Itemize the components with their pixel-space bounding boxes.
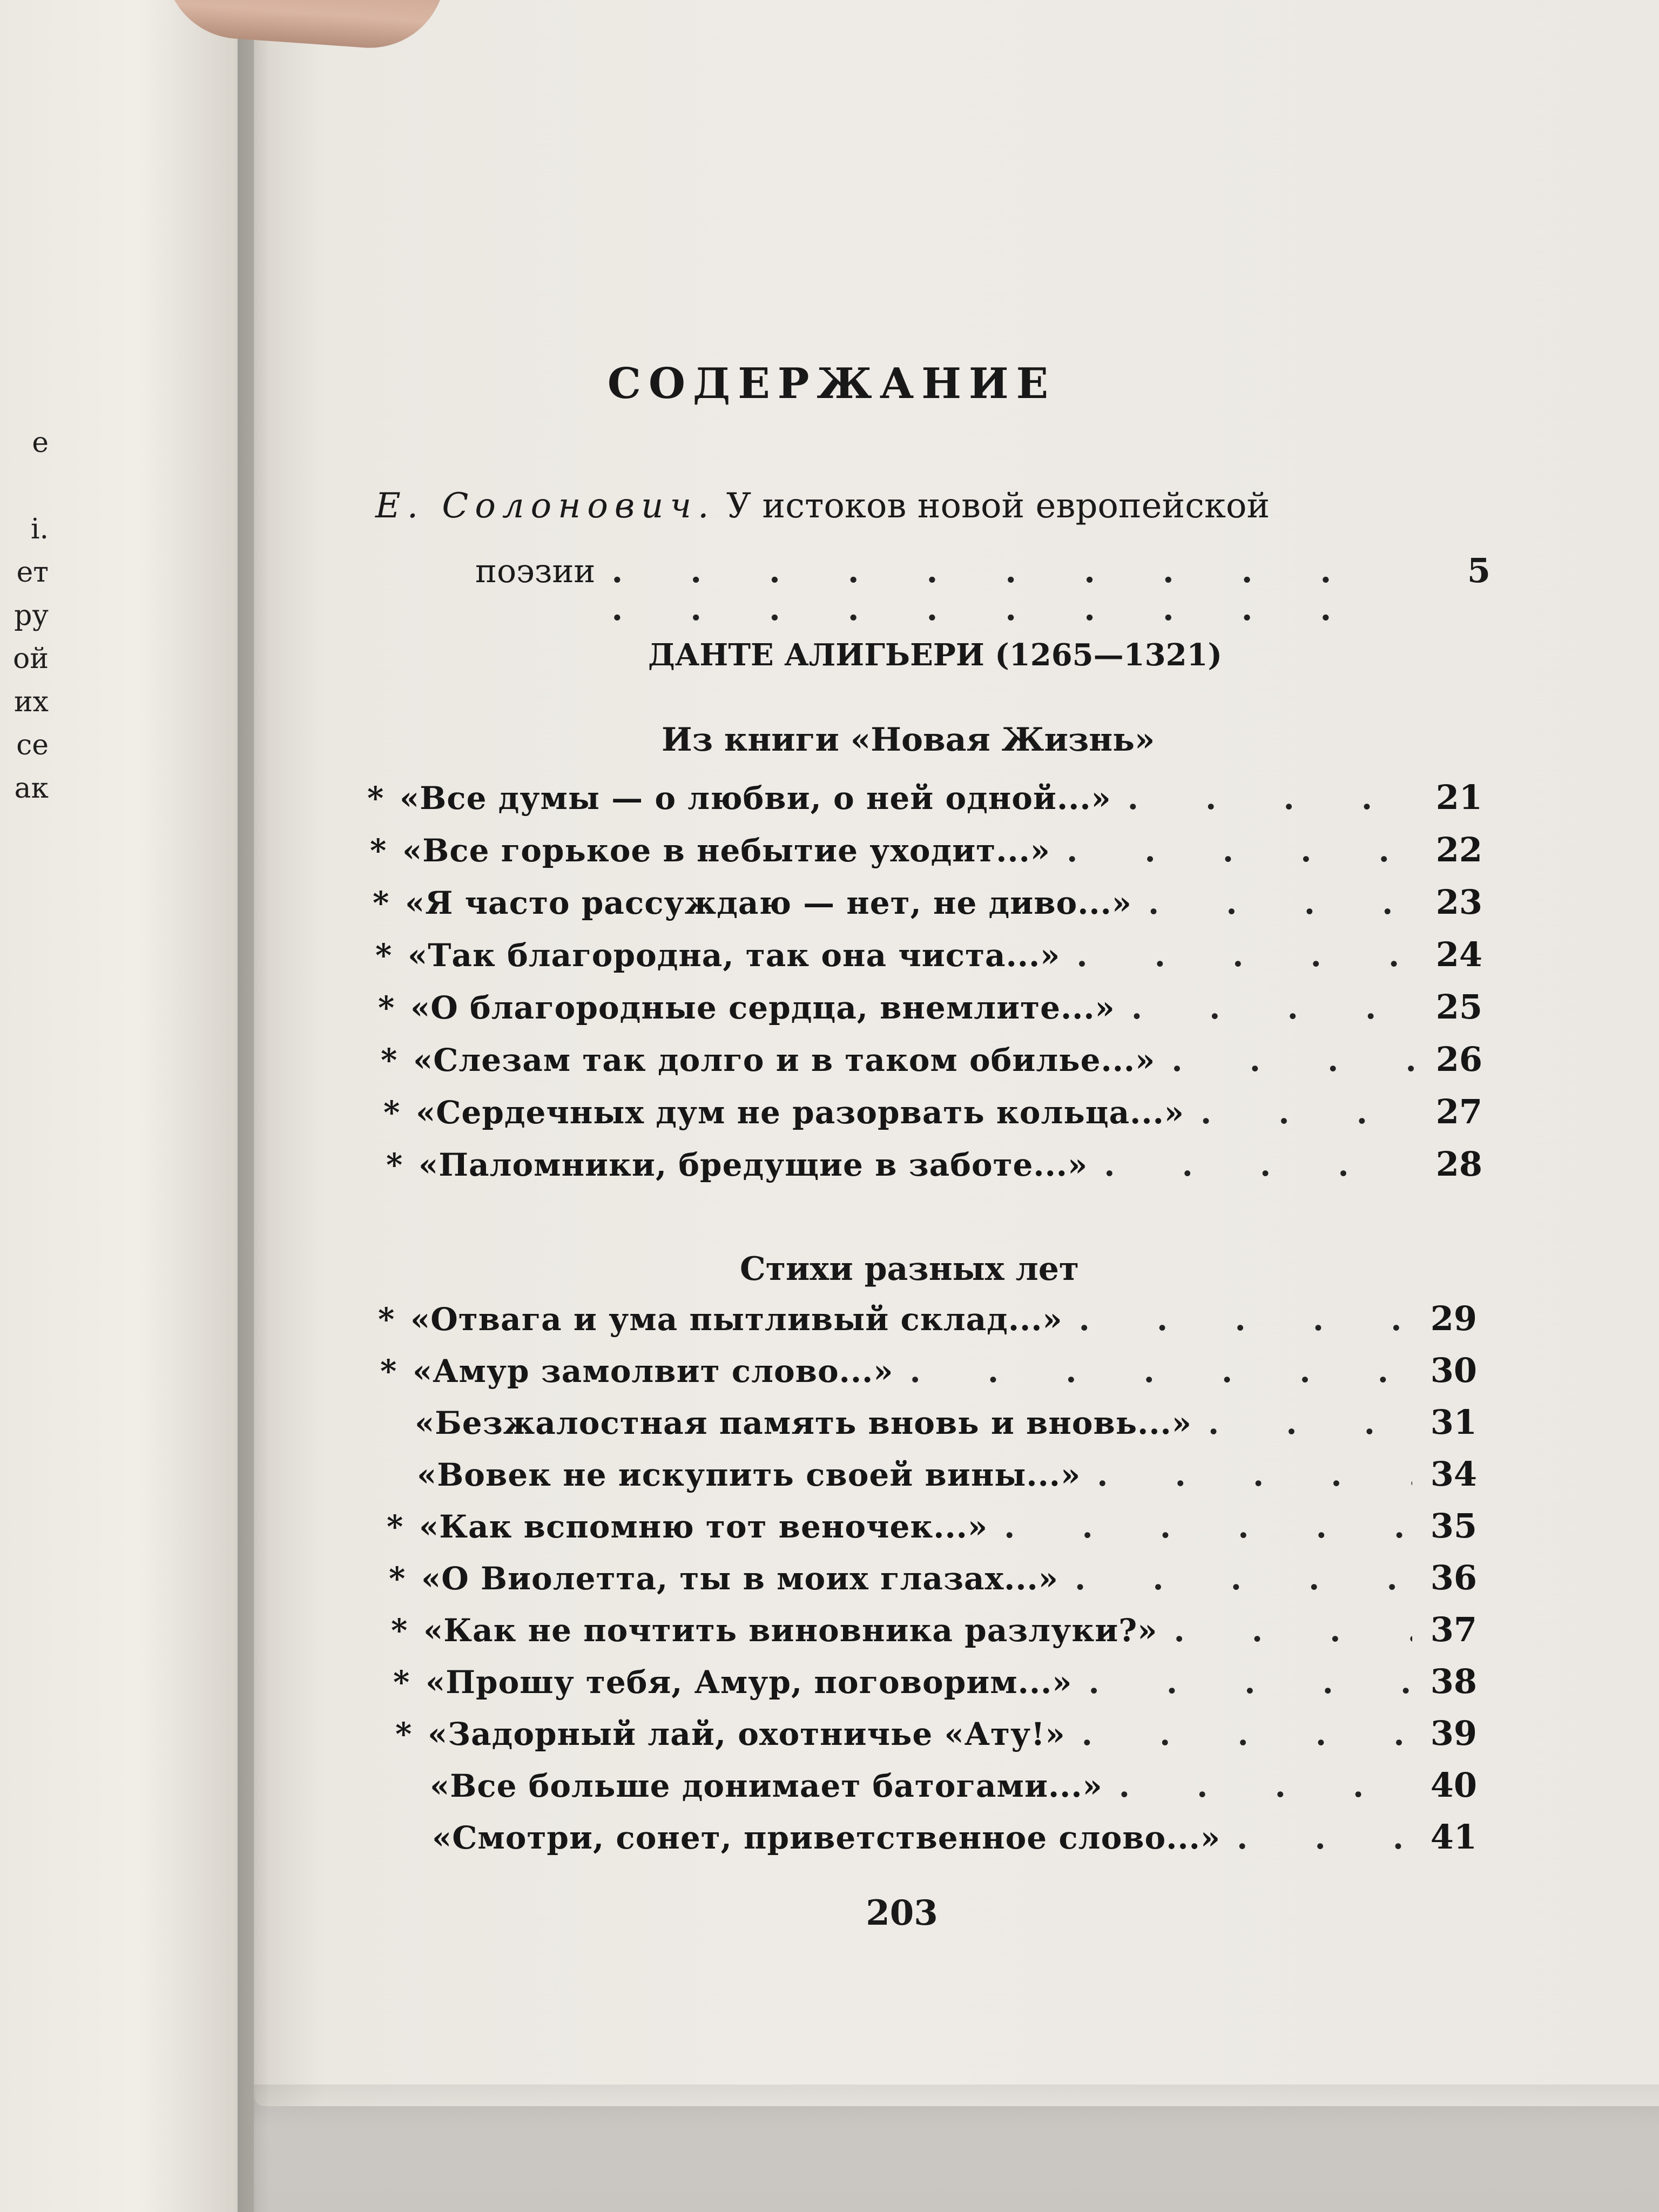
toc-entry [382, 1402, 1477, 1442]
toc-entry-title: «О благородные сердца, внемлите...» [410, 989, 1115, 1026]
toc-entry [389, 1558, 1477, 1597]
toc-entry [375, 935, 1482, 974]
toc-entry [387, 1506, 1477, 1546]
toc-entry-title: «Прошу тебя, Амур, поговорим...» [426, 1664, 1073, 1701]
toc-entry-page-number: 29 [1430, 1299, 1477, 1338]
toc-entry [373, 882, 1482, 922]
toc-entry [370, 830, 1482, 869]
toc-entry [400, 1817, 1477, 1857]
toc-entry-page-number: 41 [1430, 1817, 1477, 1857]
toc-entry-page-number: 38 [1430, 1662, 1477, 1701]
toc-entry-page-number: 39 [1430, 1714, 1477, 1753]
intro-title-part1: У истоков новой европейской [726, 486, 1270, 526]
toc-entry-title: «Вовек не искупить своей вины...» [417, 1456, 1081, 1493]
intro-entry-line2 [475, 551, 1491, 628]
intro-page-number: 5 [1467, 551, 1491, 590]
toc-entry [391, 1610, 1477, 1649]
dot-leader [1115, 989, 1418, 1026]
toc-entry-page-number: 36 [1430, 1558, 1477, 1597]
toc-entry-page-number: 23 [1435, 882, 1482, 922]
toc-entry-title: «Задорный лай, охотничье «Ату!» [428, 1716, 1065, 1752]
dot-leader [1103, 1768, 1412, 1804]
toc-entry-star: * [373, 885, 389, 921]
toc-entry-page-number: 22 [1435, 830, 1482, 869]
dot-leader [1060, 937, 1418, 974]
toc-entry [383, 1092, 1482, 1131]
toc-entry-title: «Все больше донимает батогами...» [430, 1768, 1103, 1804]
toc-entry-title: «Амур замолвит слово...» [413, 1353, 894, 1390]
toc-entry-star: * [381, 1042, 397, 1078]
toc-entry-title: «Отвага и ума пытливый склад...» [410, 1301, 1063, 1338]
dot-leader [1132, 885, 1418, 921]
toc-entry [381, 1040, 1482, 1079]
toc-entry-page-number: 31 [1430, 1402, 1477, 1442]
toc-entry [378, 1299, 1477, 1338]
toc-entry-title: «Как не почтить виновника разлуки?» [423, 1612, 1158, 1649]
intro-author: Е. Солонович. [375, 486, 716, 526]
toc-entry-star: * [393, 1664, 410, 1701]
toc-entry [395, 1714, 1477, 1753]
toc-entry-star: * [367, 780, 384, 817]
toc-entry [393, 1662, 1477, 1701]
toc-entry-title: «Смотри, сонет, приветственное слово...» [432, 1819, 1221, 1856]
dot-leader [893, 1353, 1412, 1390]
toc-entry-title: «Безжалостная память вновь и вновь...» [415, 1405, 1192, 1441]
section2-heading: Стихи разных лет [740, 1250, 1080, 1288]
toc-entry-page-number: 40 [1430, 1765, 1477, 1805]
dot-leader [988, 1508, 1412, 1545]
toc-entry-page-number: 24 [1435, 935, 1482, 974]
dot-leader [1157, 1612, 1412, 1649]
page-number-folio: 203 [866, 1893, 938, 1933]
dot-leader [1220, 1819, 1412, 1856]
toc-entry-page-number: 25 [1435, 987, 1482, 1027]
page-heading: СОДЕРЖАНИЕ [607, 359, 1056, 408]
toc-entry-star: * [391, 1612, 408, 1649]
intro-title-part2: поэзии [475, 552, 596, 590]
toc-entry-star: * [389, 1560, 406, 1597]
dot-leader [1081, 1456, 1412, 1493]
toc-entry-star: * [395, 1716, 412, 1752]
dot-leader [1073, 1664, 1413, 1701]
left-page-edge-text: е і. ет ру ой их се ак [13, 427, 49, 805]
toc-entry-title: «Слезам так долго и в таком обилье...» [413, 1042, 1156, 1078]
toc-entry-page-number: 21 [1435, 778, 1482, 817]
toc-entry-star: * [383, 1094, 400, 1131]
toc-entry-page-number: 35 [1430, 1506, 1477, 1546]
toc-entry-title: «Я часто рассуждаю — нет, не диво...» [405, 885, 1132, 921]
toc-entry-title: «Так благородна, так она чиста...» [408, 937, 1061, 974]
toc-entry-star: * [378, 989, 395, 1026]
dot-leader [1155, 1042, 1418, 1078]
author-section-heading: ДАНТЕ АЛИГЬЕРИ (1265—1321) [648, 637, 1222, 673]
toc-entry [367, 778, 1482, 817]
dot-leader [1111, 780, 1418, 817]
dot-leader [1184, 1094, 1418, 1131]
dot-leader [595, 552, 1426, 628]
toc-entry-title: «Сердечных дум не разорвать кольца...» [416, 1094, 1185, 1131]
toc-entry-title: «Как вспомню тот веночек...» [419, 1508, 988, 1545]
toc-entry-page-number: 37 [1430, 1610, 1477, 1649]
toc-entry-star: * [387, 1508, 403, 1545]
dot-leader [1088, 1147, 1418, 1183]
section1-heading: Из книги «Новая Жизнь» [662, 721, 1155, 759]
toc-entry [386, 1144, 1482, 1184]
toc-entry-page-number: 27 [1435, 1092, 1482, 1131]
toc-entry-star: * [375, 937, 392, 974]
toc-entry-title: «Все горькое в небытие уходит...» [402, 832, 1051, 869]
toc-entry [378, 987, 1482, 1027]
dot-leader [1192, 1405, 1412, 1441]
toc-entry-page-number: 26 [1435, 1040, 1482, 1079]
toc-entry-page-number: 28 [1435, 1144, 1482, 1184]
toc-entry-star: * [380, 1353, 397, 1390]
toc-entry-title: «Паломники, бредущие в заботе...» [419, 1147, 1088, 1183]
toc-entry [397, 1765, 1477, 1805]
toc-entry-page-number: 34 [1430, 1454, 1477, 1494]
toc-entry-star: * [370, 832, 387, 869]
toc-entry-title: «О Виолетта, ты в моих глазах...» [421, 1560, 1058, 1597]
toc-entry-title: «Все думы — о любви, о ней одной...» [400, 780, 1111, 817]
toc-entry-star: * [378, 1301, 395, 1338]
toc-entry [380, 1351, 1477, 1390]
dot-leader [1063, 1301, 1412, 1338]
dot-leader [1065, 1716, 1412, 1752]
toc-entry-star: * [386, 1147, 403, 1183]
toc-entry [385, 1454, 1477, 1494]
intro-entry-line1 [375, 486, 1270, 526]
toc-entry-page-number: 30 [1430, 1351, 1477, 1390]
dot-leader [1058, 1560, 1412, 1597]
dot-leader [1050, 832, 1418, 869]
